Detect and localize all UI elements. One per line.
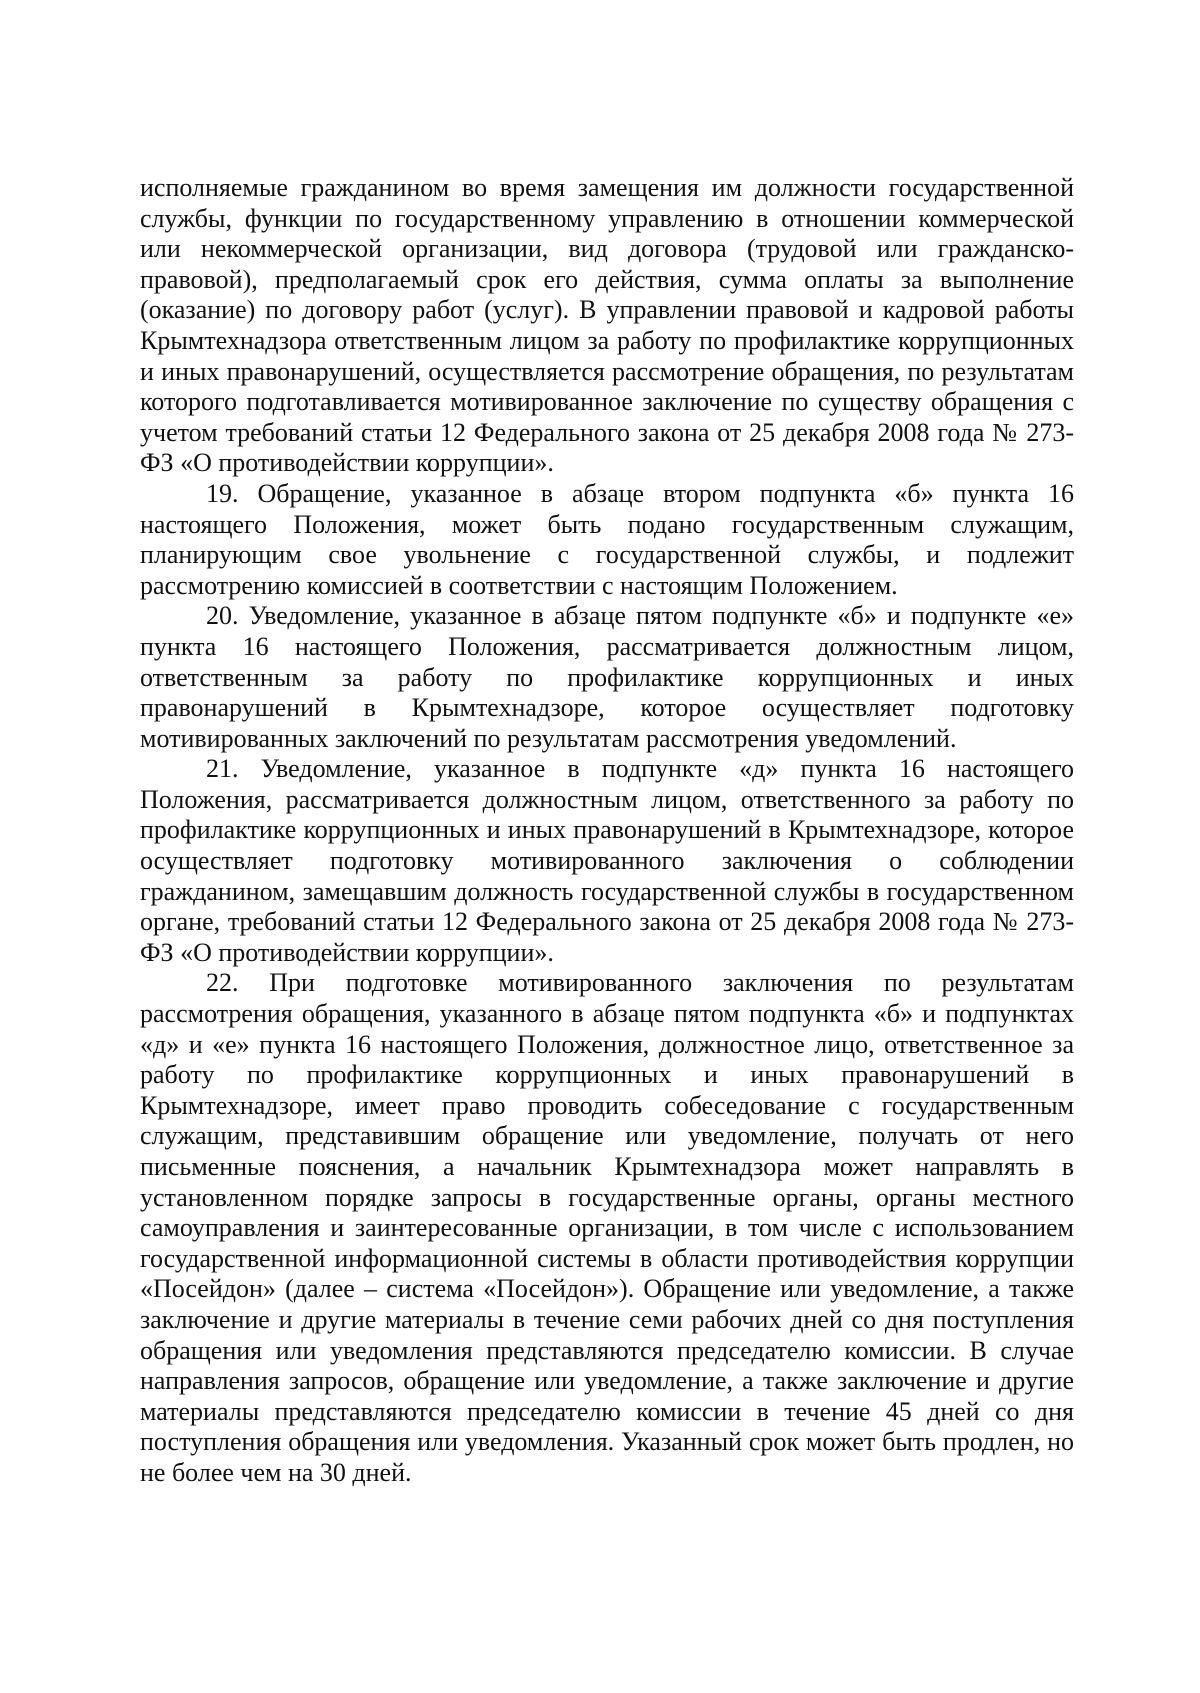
paragraph-21: 21. Уведомление, указанное в подпункте «д» пункта 16 настоящего Положения, рассматривается должностным лицом, ответственного за работу по профилактике коррупционных и иных правонарушений в Крымтехнадзоре, которое осуществляет подготовку мотивированного заключения о соблюдении гражданином, замещавшим должность государственной службы в государственном органе, требований статьи 12 Федерального закона от 25 декабря 2008 года № 273-ФЗ «О противодействии коррупции». — [140, 754, 1074, 967]
paragraph-20: 20. Уведомление, указанное в абзаце пятом подпункте «б» и подпункте «е» пункта 16 настоящего Положения, рассматривается должностным лицом, ответственным за работу по профилактике коррупционных и иных правонарушений в Крымтехнадзоре, которое осуществляет подготовку мотивированных заключений по результатам рассмотрения уведомлений. — [140, 601, 1074, 753]
paragraph-19: 19. Обращение, указанное в абзаце втором подпункта «б» пункта 16 настоящего Положения, может быть подано государственным служащим, планирующим свое увольнение с государственной службы, и подлежит рассмотрению комиссией в соответствии с настоящим Положением. — [140, 478, 1074, 600]
document-page — [140, 173, 1074, 1489]
paragraph-22: 22. При подготовке мотивированного заключения по результатам рассмотрения обращения, указанного в абзаце пятом подпункта «б» и подпунктах «д» и «е» пункта 16 настоящего Положения, должностное лицо, ответственное за работу по профилактике коррупционных и иных правонарушений в Крымтехнадзоре, имеет право проводить собеседование с государственным служащим, представившим обращение или уведомление, получать от него письменные пояснения, а начальник Крымтехнадзора может направлять в установленном порядке запросы в государственные органы, органы местного самоуправления и заинтересованные организации, в том числе с использованием государственной информационной системы в области противодействия коррупции «Посейдон» (далее – система «Посейдон»). Обращение или уведомление, а также заключение и другие материалы в течение семи рабочих дней со дня поступления обращения или уведомления представляются председателю комиссии. В случае направления запросов, обращение или уведомление, а также заключение и другие материалы представляются председателю комиссии в течение 45 дней со дня поступления обращения или уведомления. Указанный срок может быть продлен, но не более чем на 30 дней. — [140, 968, 1074, 1487]
paragraph-continuation: исполняемые гражданином во время замещения им должности государственной службы, функции по государственному управлению в отношении коммерческой или некоммерческой организации, вид договора (трудовой или гражданско-правовой), предполагаемый срок его действия, сумма оплаты за выполнение (оказание) по договору работ (услуг). В управлении правовой и кадровой работы Крымтехнадзора ответственным лицом за работу по профилактике коррупционных и иных правонарушений, осуществляется рассмотрение обращения, по результатам которого подготавливается мотивированное заключение по существу обращения с учетом требований статьи 12 Федерального закона от 25 декабря 2008 года № 273-ФЗ «О противодействии коррупции». — [140, 173, 1074, 478]
